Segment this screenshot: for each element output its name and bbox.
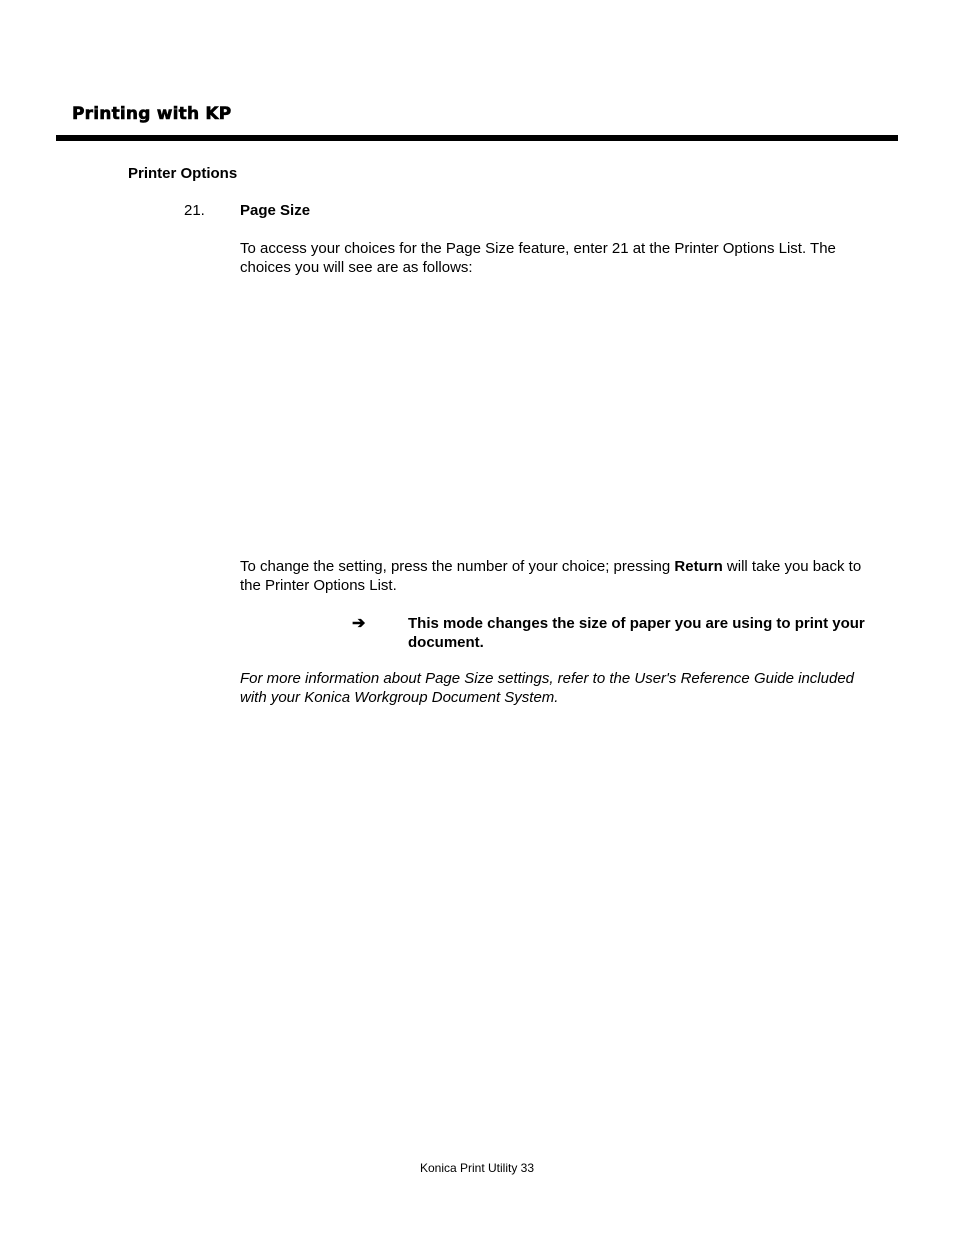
section-title: Printer Options [128,165,238,182]
chapter-title: Printing with KP [72,104,232,124]
arrow-right-icon: ➔ [352,615,366,632]
return-key-label: Return [674,558,723,575]
page-footer: Konica Print Utility 33 [419,1161,535,1175]
more-info-paragraph: For more information about Page Size settings, refer to the User's Reference Guide included with your Konica Workgroup Document System. [240,670,855,706]
item-title: Page Size [240,202,311,219]
note-text: This mode changes the size of paper you are using to print your document. [408,615,865,651]
item-number: 21. [184,202,205,219]
change-text-after: will take you back to the Printer Options List. [240,558,862,594]
access-paragraph: To access your choices for the Page Size feature, enter 21 at the Printer Options List. The choices you will see are as follows: [240,240,836,276]
change-setting-paragraph [240,558,880,595]
header-rule [56,135,898,141]
change-text-before: To change the setting, press the number of your choice; pressing [240,558,675,575]
